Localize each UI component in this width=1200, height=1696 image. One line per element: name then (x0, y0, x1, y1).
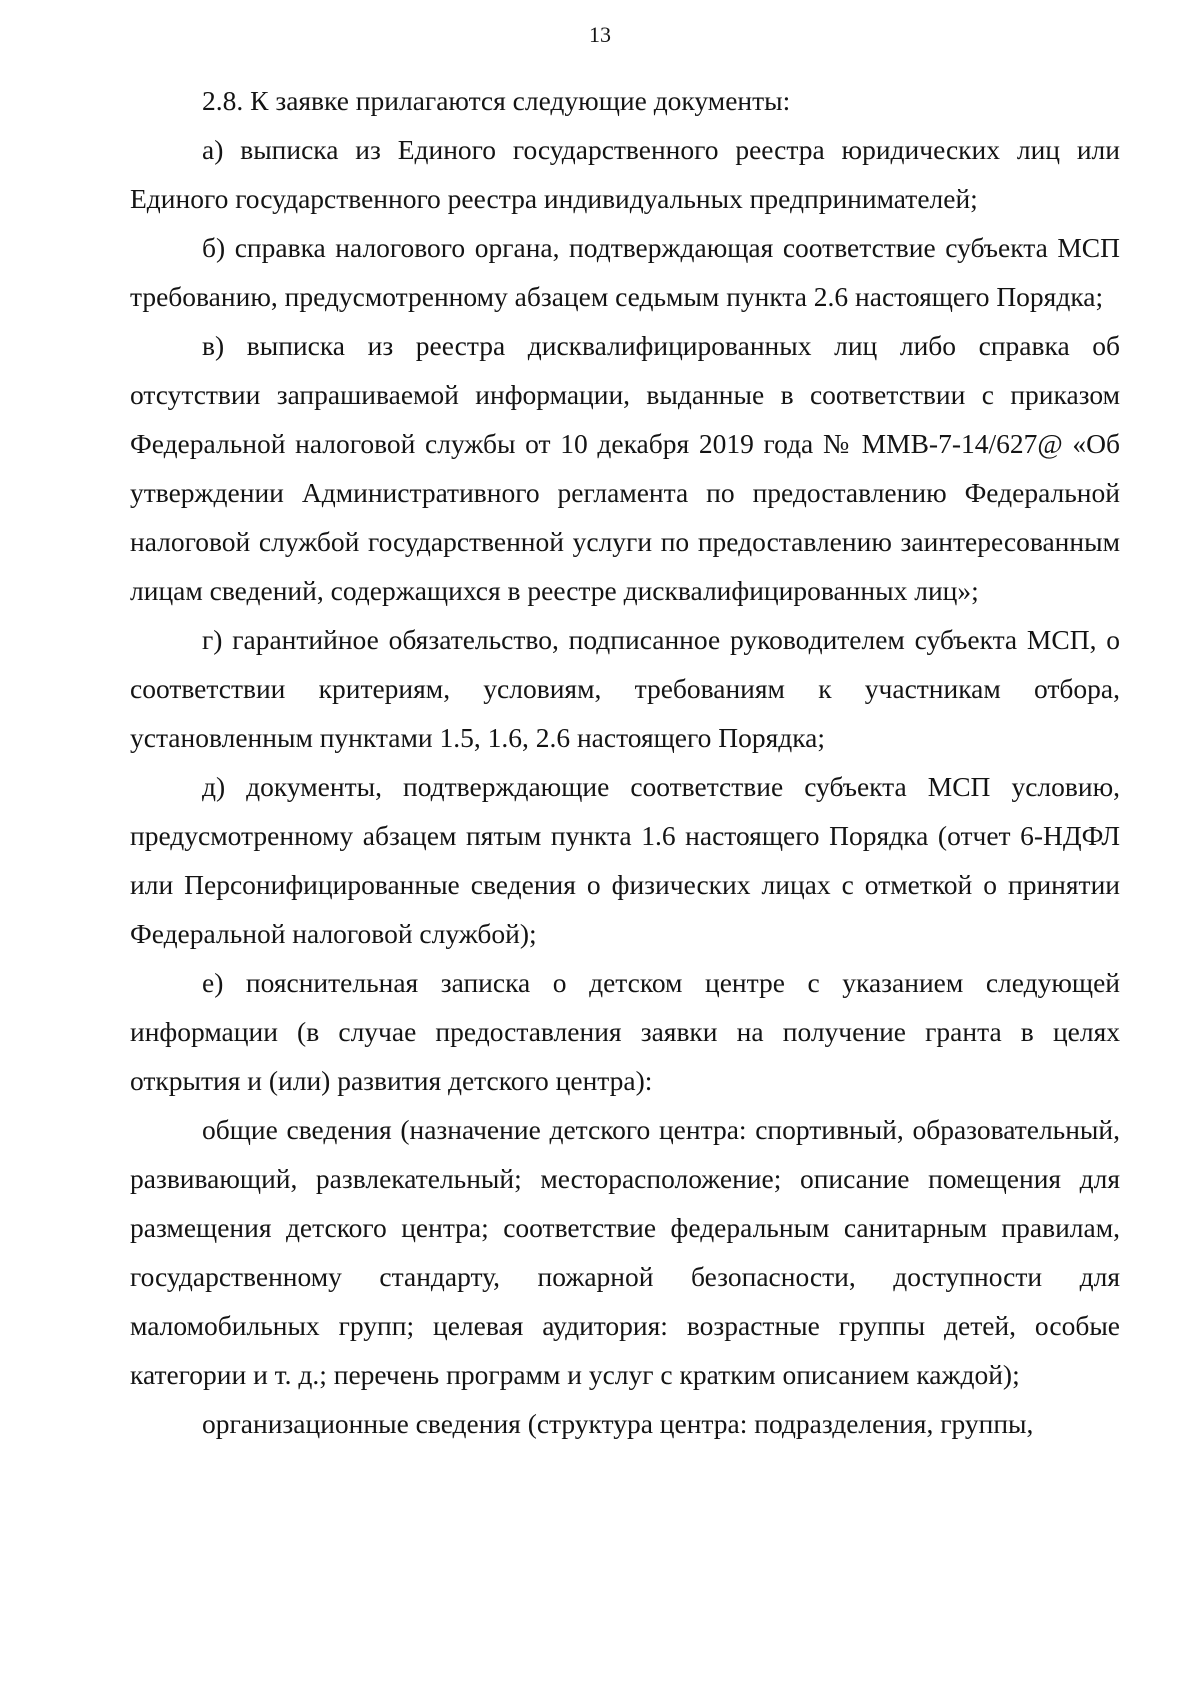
paragraph-organizational-info: организационные сведения (структура центра: подразделения, группы, (202, 1408, 1034, 1439)
paragraph-item-d: д) документы, подтверждающие соответствие субъекта МСП условию, предусмотренному абзацем пятым пункта 1.6 настоящего Порядка (отчет 6-НДФЛ или Персонифицированные сведения о физических лицах с отметкой о принятии Федеральной налоговой службой); (130, 771, 1120, 949)
paragraph-item-v: в) выписка из реестра дисквалифицированных лиц либо справка об отсутствии запрашиваемой информации, выданные в соответствии с приказом Федеральной налоговой службы от 10 декабря 2019 года № ММВ-7-14/627@ «Об утверждении Административного регламента по предоставлению Федеральной налоговой службой государственной услуги по предоставлению заинтересованным лицам сведений, содержащихся в реестре дисквалифицированных лиц»; (130, 330, 1120, 606)
paragraph-item-a: а) выписка из Единого государственного реестра юридических лиц или Единого государственного реестра индивидуальных предпринимателей; (130, 134, 1120, 214)
document-body (130, 76, 1120, 1448)
paragraph-2-8-heading: 2.8. К заявке прилагаются следующие документы: (202, 85, 791, 116)
page-number: 13 (589, 22, 611, 47)
paragraph-item-g: г) гарантийное обязательство, подписанное руководителем субъекта МСП, о соответствии критериям, условиям, требованиям к участникам отбора, установленным пунктами 1.5, 1.6, 2.6 настоящего Порядка; (130, 624, 1120, 753)
paragraph-item-b: б) справка налогового органа, подтверждающая соответствие субъекта МСП требованию, предусмотренному абзацем седьмым пункта 2.6 настоящего Порядка; (130, 232, 1120, 312)
paragraph-general-info: общие сведения (назначение детского центра: спортивный, образовательный, развивающий, развлекательный; месторасположение; описание помещения для размещения детского центра; соответствие федеральным санитарным правилам, государственному стандарту, пожарной безопасности, доступности для маломобильных групп; целевая аудитория: возрастные группы детей, особые категории и т. д.; перечень программ и услуг с кратким описанием каждой); (130, 1114, 1120, 1390)
paragraph-item-e: е) пояснительная записка о детском центре с указанием следующей информации (в случае предоставления заявки на получение гранта в целях открытия и (или) развития детского центра): (130, 967, 1120, 1096)
